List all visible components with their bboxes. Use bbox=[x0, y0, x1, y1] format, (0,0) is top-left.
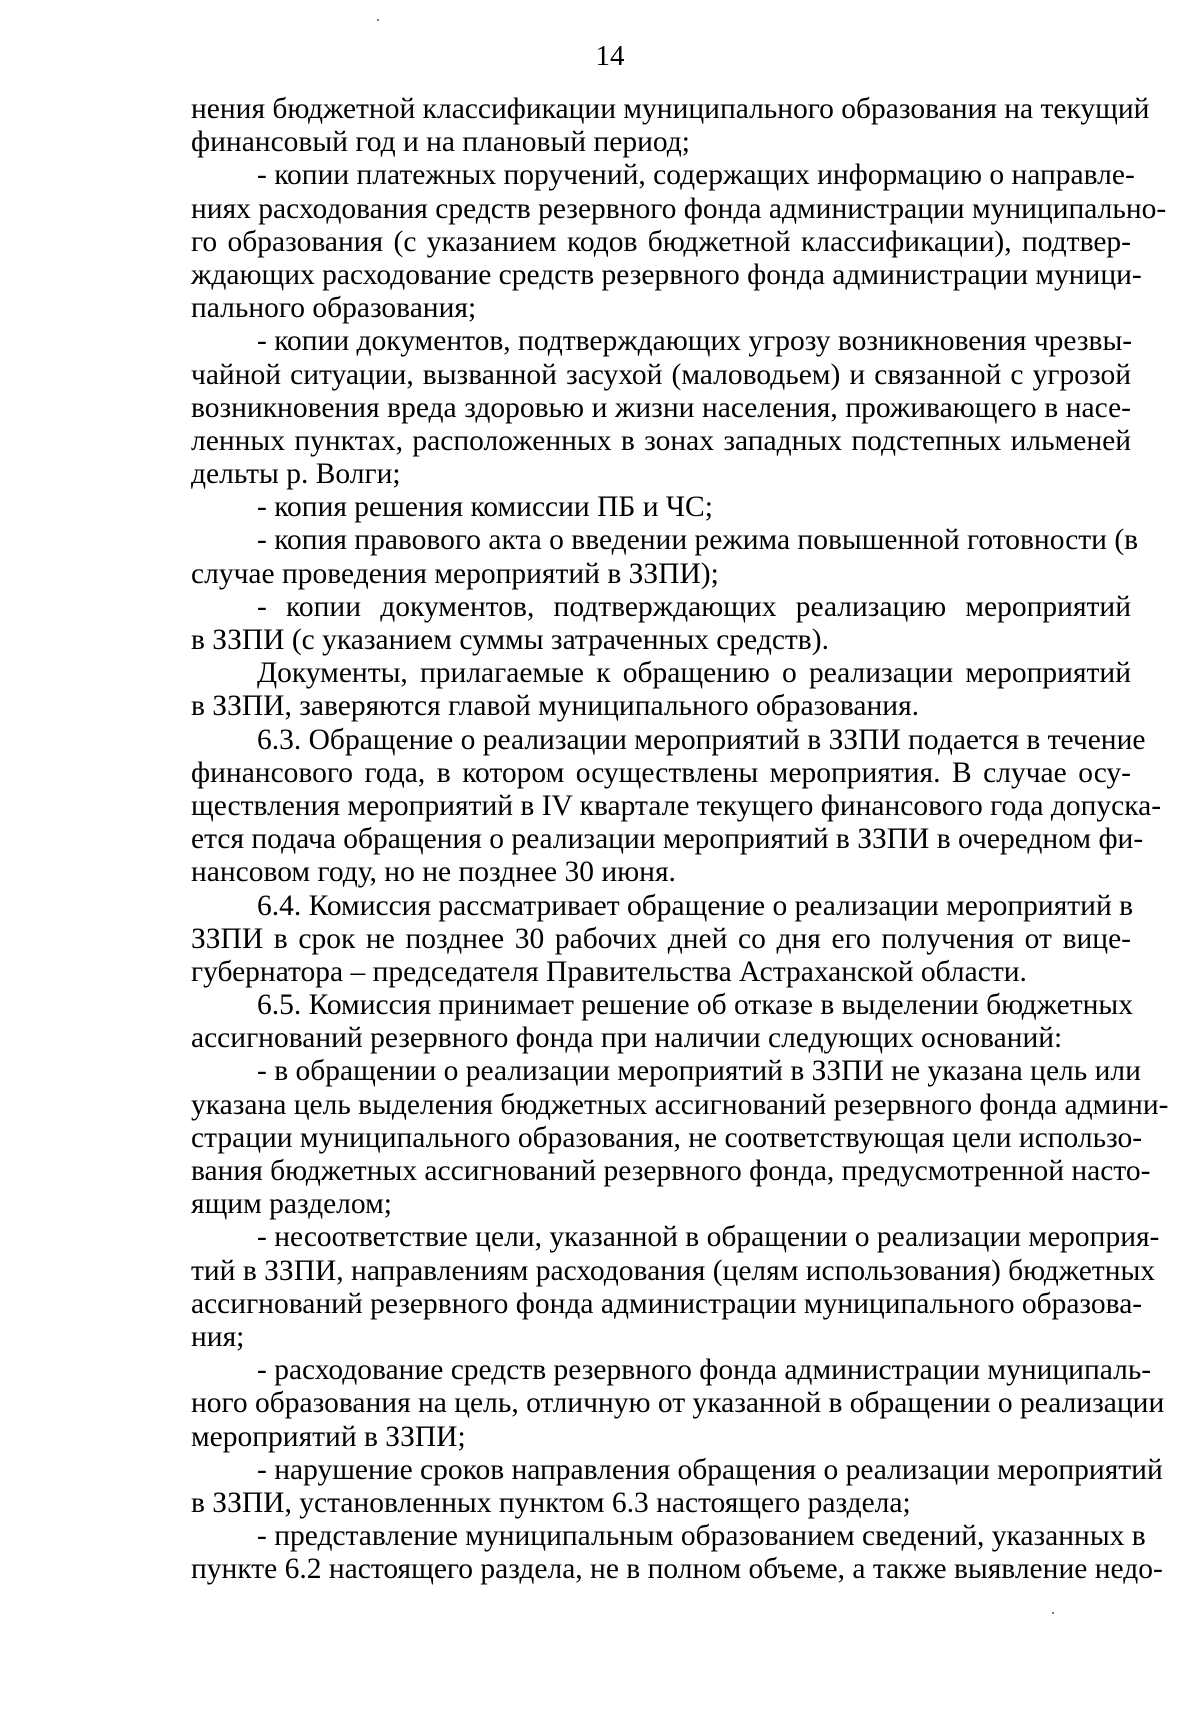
text-line: возникновения вреда здоровью и жизни населения, проживающего в насе- bbox=[191, 391, 1131, 424]
text-line: случае проведения мероприятий в ЗЗПИ); bbox=[191, 557, 719, 590]
text-line: ется подача обращения о реализации мероприятий в ЗЗПИ в очередном фи- bbox=[191, 823, 1144, 856]
text-line: вания бюджетных ассигнований резервного фонда, предусмотренной насто- bbox=[191, 1155, 1151, 1187]
text-line: дельты р. Волги; bbox=[191, 458, 401, 491]
text-line: тий в ЗЗПИ, направлениям расходования (целям использования) бюджетных bbox=[191, 1254, 1156, 1287]
text-line: в ЗЗПИ, установленных пунктом 6.3 настоящего раздела; bbox=[191, 1486, 911, 1519]
text-line: пункте 6.2 настоящего раздела, не в полном объеме, а также выявление недо- bbox=[191, 1553, 1163, 1586]
text-line: ленных пунктах, расположенных в зонах западных подстепных ильменей bbox=[191, 424, 1131, 457]
text-line: в ЗЗПИ, заверяются главой муниципального образования. bbox=[191, 690, 920, 723]
text-line: ния; bbox=[191, 1320, 245, 1353]
text-line: 6.3. Обращение о реализации мероприятий в ЗЗПИ подается в течение bbox=[257, 723, 1146, 756]
text-line: ществления мероприятий в IV квартале текущего финансового года допуска- bbox=[191, 789, 1162, 822]
text-line: - расходование средств резервного фонда администрации муниципаль- bbox=[257, 1354, 1152, 1387]
text-line: ассигнований резервного фонда администрации муниципального образова- bbox=[191, 1287, 1143, 1320]
text-line: Документы, прилагаемые к обращению о реализации мероприятий bbox=[257, 657, 1131, 690]
scan-speck bbox=[377, 19, 379, 21]
text-line: финансового года, в котором осуществлены мероприятия. В случае осу- bbox=[191, 756, 1131, 789]
text-line: ассигнований резервного фонда при наличии следующих оснований: bbox=[191, 1022, 1063, 1055]
text-line: 6.5. Комиссия принимает решение об отказе в выделении бюджетных bbox=[257, 989, 1133, 1022]
text-line: пального образования; bbox=[191, 292, 477, 325]
text-line: мероприятий в ЗЗПИ; bbox=[191, 1420, 466, 1453]
text-line: указана цель выделения бюджетных ассигнований резервного фонда админи- bbox=[191, 1088, 1169, 1121]
document-body bbox=[191, 93, 1169, 1586]
text-line: - копия решения комиссии ПБ и ЧС; bbox=[257, 491, 713, 524]
text-line: - копии документов, подтверждающих реализацию мероприятий bbox=[257, 590, 1131, 623]
text-line: - копии документов, подтверждающих угрозу возникновения чрезвы- bbox=[257, 325, 1133, 358]
text-line: ЗЗПИ в срок не позднее 30 рабочих дней со дня его получения от вице- bbox=[191, 922, 1131, 955]
text-line: нансовом году, но не позднее 30 июня. bbox=[191, 856, 676, 889]
text-line: - копия правового акта о введении режима повышенной готовности (в bbox=[257, 524, 1139, 557]
text-line: - нарушение сроков направления обращения о реализации мероприятий bbox=[257, 1453, 1163, 1486]
page-number: 14 bbox=[595, 40, 625, 72]
text-line: - несоответствие цели, указанной в обращении о реализации мероприя- bbox=[257, 1221, 1160, 1254]
text-line: в ЗЗПИ (с указанием суммы затраченных средств). bbox=[191, 624, 829, 656]
text-line: ного образования на цель, отличную от указанной в обращении о реализации bbox=[191, 1387, 1165, 1420]
text-line: 6.4. Комиссия рассматривает обращение о реализации мероприятий в bbox=[257, 889, 1134, 922]
text-line: - в обращении о реализации мероприятий в ЗЗПИ не указана цель или bbox=[257, 1055, 1141, 1088]
text-line: нения бюджетной классификации муниципального образования на текущий bbox=[191, 93, 1150, 125]
scan-speck bbox=[1052, 1612, 1054, 1614]
text-line: ждающих расходование средств резервного фонда администрации муници- bbox=[191, 258, 1142, 291]
text-line: - копии платежных поручений, содержащих информацию о направле- bbox=[257, 159, 1135, 192]
text-line: губернатора – председателя Правительства Астраханской области. bbox=[191, 955, 1027, 988]
text-line: - представление муниципальным образованием сведений, указанных в bbox=[257, 1520, 1146, 1553]
text-line: финансовый год и на плановый период; bbox=[191, 126, 690, 159]
text-line: ящим разделом; bbox=[191, 1188, 392, 1221]
text-line: чайной ситуации, вызванной засухой (маловодьем) и связанной с угрозой bbox=[191, 358, 1131, 391]
text-line: страции муниципального образования, не соответствующая цели использо- bbox=[191, 1121, 1143, 1154]
text-line: ниях расходования средств резервного фонда администрации муниципально- bbox=[191, 192, 1167, 225]
text-line: го образования (с указанием кодов бюджетной классификации), подтвер- bbox=[191, 225, 1131, 258]
